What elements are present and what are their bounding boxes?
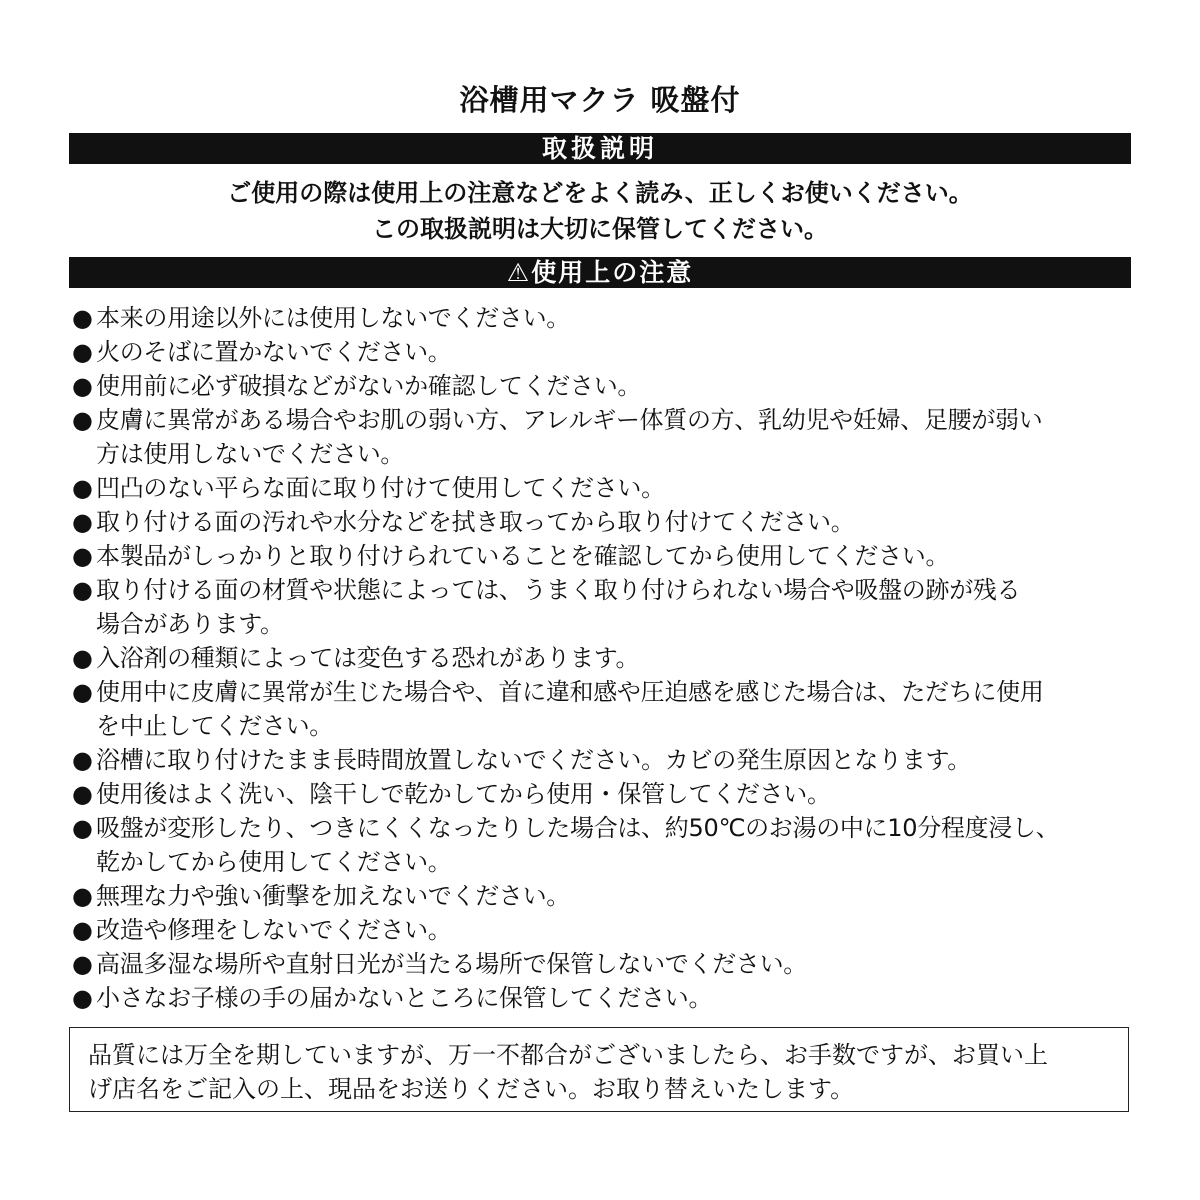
intro-line: この取扱説明は大切に保管してください。 xyxy=(372,215,828,243)
bullet-icon: ● xyxy=(72,474,93,502)
caution-item xyxy=(72,539,1134,573)
caution-item xyxy=(72,947,1134,981)
caution-text: 使用後はよく洗い、陰干しで乾かしてから使用・保管してください。 xyxy=(96,780,831,808)
caution-header-bar: ⚠使用上の注意 xyxy=(69,257,1131,288)
caution-text: 本来の用途以外には使用しないでください。 xyxy=(96,304,570,332)
caution-text: 皮膚に異常がある場合やお肌の弱い方、アレルギー体質の方、乳幼児や妊婦、足腰が弱い xyxy=(96,406,1043,434)
intro-text xyxy=(0,175,1200,247)
caution-item xyxy=(72,335,1134,369)
bullet-icon: ● xyxy=(72,678,93,706)
caution-line xyxy=(72,743,1134,777)
caution-text: 浴槽に取り付けたまま長時間放置しないでください。カビの発生原因となります。 xyxy=(96,746,971,774)
caution-line xyxy=(72,947,1134,981)
caution-item xyxy=(72,981,1134,1015)
caution-text: 小さなお子様の手の届かないところに保管してください。 xyxy=(96,984,713,1012)
bullet-icon: ● xyxy=(72,814,93,842)
bullet-icon: ● xyxy=(72,406,93,434)
note-line: 品質には万全を期していますが、万一不都合がございましたら、お手数ですが、お買い上 xyxy=(88,1041,1048,1069)
bullet-icon: ● xyxy=(72,304,93,332)
caution-text: 入浴剤の種類によっては変色する恐れがあります。 xyxy=(96,644,640,672)
caution-text: 取り付ける面の汚れや水分などを拭き取ってから取り付けてください。 xyxy=(96,508,855,536)
caution-line xyxy=(72,301,1134,335)
bullet-icon: ● xyxy=(72,372,93,400)
caution-line xyxy=(72,981,1134,1015)
caution-item xyxy=(72,811,1134,879)
bullet-icon: ● xyxy=(72,950,93,978)
caution-line xyxy=(72,845,1134,879)
caution-item xyxy=(72,471,1134,505)
caution-line xyxy=(72,471,1134,505)
caution-item xyxy=(72,505,1134,539)
bullet-icon: ● xyxy=(72,338,93,366)
caution-text: 乾かしてから使用してください。 xyxy=(96,848,452,876)
caution-list xyxy=(72,301,1134,1015)
caution-text: 凹凸のない平らな面に取り付けて使用してください。 xyxy=(96,474,665,502)
caution-line xyxy=(72,505,1134,539)
quality-note-box xyxy=(69,1027,1129,1112)
caution-item xyxy=(72,369,1134,403)
caution-line xyxy=(72,335,1134,369)
caution-item xyxy=(72,573,1134,641)
caution-text: 火のそばに置かないでください。 xyxy=(96,338,452,366)
caution-text: 改造や修理をしないでください。 xyxy=(96,916,452,944)
caution-line xyxy=(72,879,1134,913)
caution-line xyxy=(72,777,1134,811)
caution-line xyxy=(72,437,1134,471)
bullet-icon: ● xyxy=(72,576,93,604)
caution-line xyxy=(72,539,1134,573)
caution-text: 取り付ける面の材質や状態によっては、うまく取り付けられない場合や吸盤の跡が残る xyxy=(96,576,1021,604)
caution-line xyxy=(72,369,1134,403)
caution-text: 本製品がしっかりと取り付けられていることを確認してから使用してください。 xyxy=(96,542,950,570)
caution-item xyxy=(72,675,1134,743)
intro-line: ご使用の際は使用上の注意などをよく読み、正しくお使いください。 xyxy=(227,179,973,207)
bullet-icon: ● xyxy=(72,644,93,672)
caution-text: 使用中に皮膚に異常が生じた場合や、首に違和感や圧迫感を感じた場合は、ただちに使用 xyxy=(96,678,1044,706)
bullet-icon: ● xyxy=(72,746,93,774)
caution-line xyxy=(72,641,1134,675)
caution-item xyxy=(72,743,1134,777)
bullet-icon: ● xyxy=(72,916,93,944)
caution-text: 使用前に必ず破損などがないか確認してください。 xyxy=(96,372,642,400)
caution-item xyxy=(72,777,1134,811)
bullet-icon: ● xyxy=(72,780,93,808)
note-line: げ店名をご記入の上、現品をお送りください。お取り替えいたします。 xyxy=(88,1075,855,1103)
caution-line xyxy=(72,913,1134,947)
caution-line xyxy=(72,709,1134,743)
caution-line xyxy=(72,573,1134,607)
caution-text: 高温多湿な場所や直射日光が当たる場所で保管しないでください。 xyxy=(96,950,807,978)
caution-text: 方は使用しないでください。 xyxy=(96,440,405,468)
caution-line xyxy=(72,607,1134,641)
bullet-icon: ● xyxy=(72,882,93,910)
caution-text: 無理な力や強い衝撃を加えないでください。 xyxy=(96,882,570,910)
caution-text: 吸盤が変形したり、つきにくくなったりした場合は、約50℃のお湯の中に10分程度浸し、 xyxy=(96,814,1060,842)
caution-item xyxy=(72,913,1134,947)
caution-text: 場合があります。 xyxy=(96,610,284,638)
caution-item xyxy=(72,879,1134,913)
caution-line xyxy=(72,675,1134,709)
caution-item xyxy=(72,403,1134,471)
caution-item xyxy=(72,301,1134,335)
caution-line xyxy=(72,403,1134,437)
bullet-icon: ● xyxy=(72,542,93,570)
caution-item xyxy=(72,641,1134,675)
product-title: 浴槽用マクラ 吸盤付 xyxy=(459,83,741,117)
caution-line xyxy=(72,811,1134,845)
bullet-icon: ● xyxy=(72,508,93,536)
caution-text: を中止してください。 xyxy=(96,712,333,740)
manual-header-bar: 取扱説明 xyxy=(69,133,1131,164)
bullet-icon: ● xyxy=(72,984,93,1012)
